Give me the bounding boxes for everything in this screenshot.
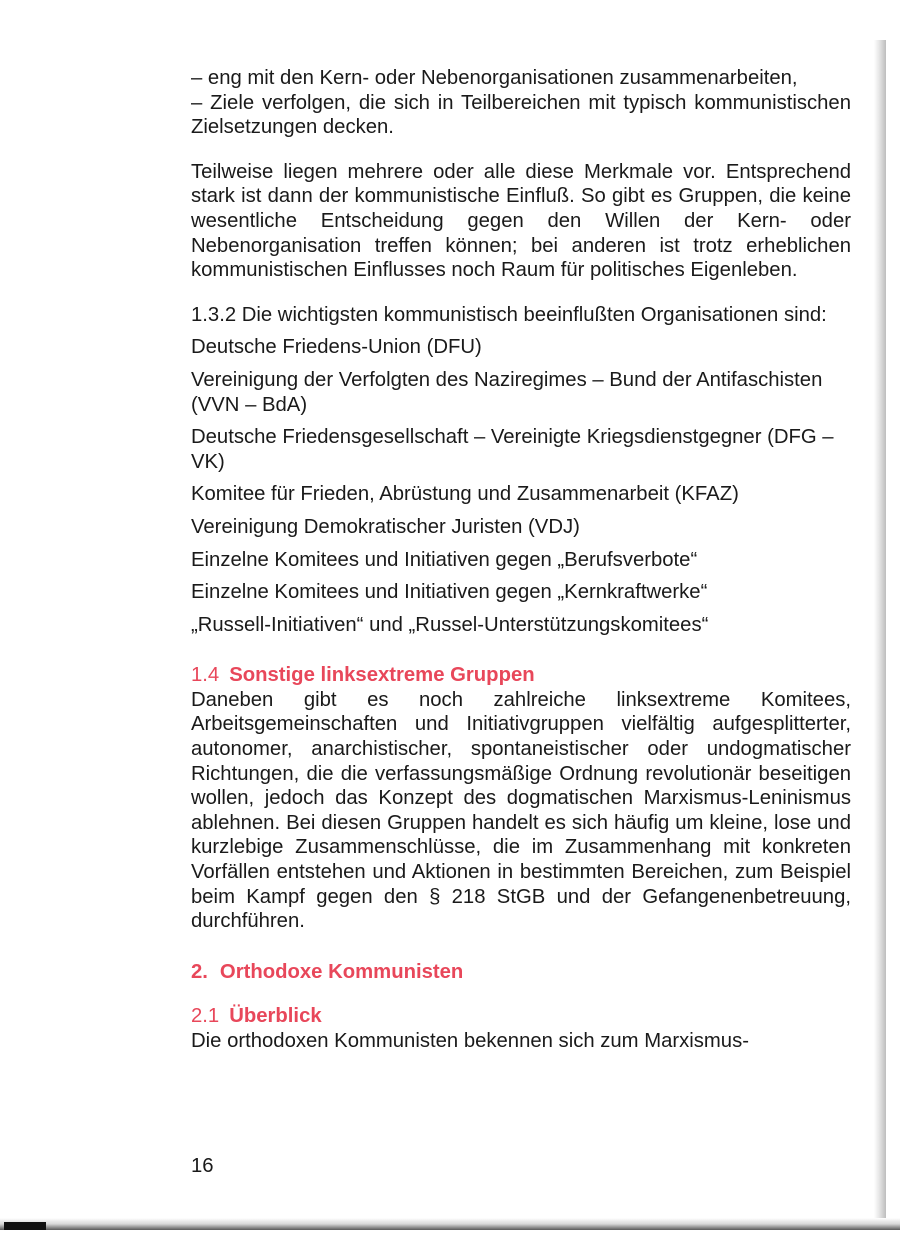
document-page [191,66,851,1054]
scan-corner-mark [4,1222,46,1230]
paragraph: Teilweise liegen mehrere oder alle diese Merkmale vor. Entsprechend stark ist dann der kommunistische Einfluß. So gibt es Gruppen, die keine wesentliche Entscheidung gegen den Willen der Kern- oder Nebenorganisation treffen können; bei anderen ist trotz erheblichen kommunistischen Einflusses noch Raum für politisches Eigenleben. [191,160,851,282]
page-edge-shadow [874,40,886,1220]
list-item: Einzelne Komitees und Initiativen gegen „Berufsverbote“ [191,548,698,571]
list-item: „Russell-Initiativen“ und „Russel-Unterstützungskomitees“ [191,613,709,636]
section-heading-1-4 [191,663,851,688]
section-title: Sonstige linksextreme Gruppen [229,664,535,687]
paragraph: Die orthodoxen Kommunisten bekennen sich zum Marxismus- [191,1030,749,1052]
list-item: Vereinigung Demokratischer Juristen (VDJ) [191,515,580,538]
section-heading-2 [191,960,851,985]
section-title: Überblick [229,1005,322,1028]
section-intro: 1.3.2 Die wichtigsten kommunistisch beeinflußten Organisationen sind: [191,303,827,326]
list-item: Deutsche Friedens-Union (DFU) [191,336,482,359]
paragraph: Daneben gibt es noch zahlreiche linksextreme Komitees, Arbeitsgemeinschaften und Initiativgruppen vielfältig aufgesplitterter, autonomer, anarchistischer, spontaneistischer oder undogmatischer Richtungen, die die verfassungsmäßige Ordnung revolutionär beseitigen wollen, jedoch das Konzept des dogmatischen Marxismus-Leninismus ablehnen. Bei diesen Gruppen handelt es sich häufig um kleine, lose und kurzlebige Zusammenschlüsse, die im Zusammenhang mit konkreten Vorfällen entstehen und Aktionen in bestimmten Bereichen, zum Beispiel beim Kampf gegen den § 218 StGB und der Gefangenenbetreuung, durchführen. [191,688,851,933]
section-number: 2. [191,960,208,983]
page-number: 16 [191,1155,214,1177]
section-number: 1.4 [191,664,220,687]
section-number: 2.1 [191,1005,220,1028]
list-item: Komitee für Frieden, Abrüstung und Zusammenarbeit (KFAZ) [191,483,739,506]
section-heading-2-1 [191,1004,851,1029]
page-edge-shadow-bottom [0,1218,900,1230]
list-item: Einzelne Komitees und Initiativen gegen „Kernkraftwerke“ [191,581,708,604]
bullet-item: – eng mit den Kern- oder Nebenorganisationen zusammenarbeiten, [191,67,798,89]
section-title: Orthodoxe Kommunisten [219,960,464,983]
list-item: Deutsche Friedensgesellschaft – Vereinigte Kriegsdienstgegner (DFG – VK) [191,426,834,473]
bullet-item: – Ziele verfolgen, die sich in Teilbereichen mit typisch kommunistischen Zielsetzungen decken. [191,91,851,139]
organization-list [191,335,851,637]
list-item: Vereinigung der Verfolgten des Naziregimes – Bund der Antifaschisten (VVN – BdA) [191,368,823,416]
